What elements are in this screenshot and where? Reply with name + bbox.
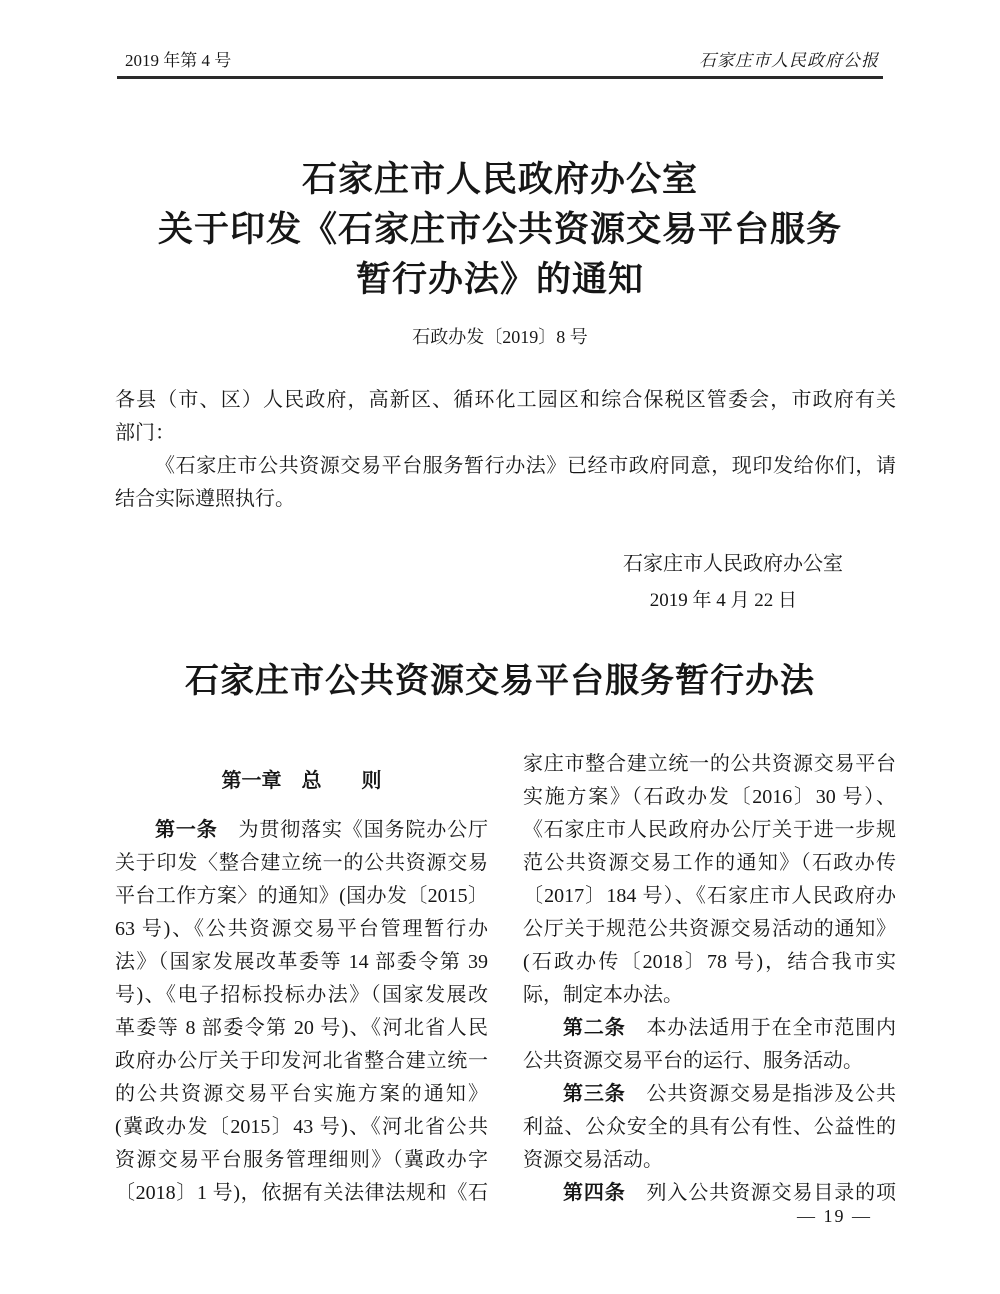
notice-body [115,384,896,516]
regulation-body [115,748,896,1210]
header-rule [117,76,883,79]
text-line: 革委等 8 部委令第 20 号)、《河北省人民 [115,1017,488,1039]
article-number: 第二条 [563,1017,626,1039]
text-line: 第二条 本办法适用于在全市范围内 [563,1017,896,1039]
regulation-left-column [115,748,488,1210]
text-line: 各县（市、区）人民政府，高新区、循环化工园区和综合保税区管委会，市政府有关 [115,389,896,411]
notice-title-line-1: 石家庄市人民政府办公室 [301,160,698,199]
page-number: — 19 — [797,1206,872,1226]
publication-name: 石家庄市人民政府公报 [699,51,879,70]
text-line: 政府办公厅关于印发河北省整合建立统一 [115,1050,488,1072]
text-line: 际，制定本办法。 [523,984,683,1006]
regulation-right-column [523,748,896,1210]
text-line: 第三条 公共资源交易是指涉及公共 [563,1083,896,1105]
text-line: 〔2018〕1 号)，依据有关法律法规和《石 [115,1182,488,1204]
article-number: 第一条 [155,819,218,841]
notice-title-line-3: 暂行办法》的通知 [355,260,644,299]
text-line: 号)、《电子招标投标办法》（国家发展改 [115,984,488,1006]
text-line: 法》（国家发展改革委等 14 部委令第 39 [115,951,488,973]
text-line: 的公共资源交易平台实施方案的通知》 [115,1083,488,1105]
text-line: 公共资源交易平台的运行、服务活动。 [523,1050,863,1072]
text-line: 部门： [115,422,175,444]
text-line: 第一条 为贯彻落实《国务院办公厅 [155,819,488,841]
text-line: 〔2017〕184 号）、《石家庄市人民政府办 [523,885,896,907]
text-line: 平台工作方案〉的通知》(国办发〔2015〕 [115,885,488,907]
article-number: 第三条 [563,1083,626,1105]
chapter-heading: 第一章 总 则 [221,770,382,792]
text-line: 资源交易活动。 [523,1149,663,1171]
doc-number: 石政办发〔2019〕8 号 [412,327,588,347]
regulation-title: 石家庄市公共资源交易平台服务暂行办法 [185,663,815,700]
notice-title [0,155,1000,305]
notice-title-line-2: 关于印发《石家庄市公共资源交易平台服务 [157,210,842,249]
issue-number: 2019 年第 4 号 [125,51,232,70]
text-line: 公厅关于规范公共资源交易活动的通知》 [523,918,896,940]
signature-date: 2019 年 4 月 22 日 [649,590,797,611]
text-line: 资源交易平台服务管理细则》（冀政办字 [115,1149,488,1171]
text-line: (冀政办发〔2015〕43 号)、《河北省公共 [115,1116,488,1138]
text-line: 第四条 列入公共资源交易目录的项 [563,1182,896,1204]
text-line: (石政办传〔2018〕78 号)，结合我市实 [523,951,896,973]
page-header [117,50,883,72]
text-line: 关于印发〈整合建立统一的公共资源交易 [115,852,488,874]
text-line: 家庄市整合建立统一的公共资源交易平台 [523,753,896,775]
article-number: 第四条 [563,1182,626,1204]
text-line: 实施方案》（石政办发〔2016〕30 号）、 [523,786,896,808]
text-line: 《石家庄市公共资源交易平台服务暂行办法》已经市政府同意，现印发给你们，请 [155,455,896,477]
text-line: 结合实际遵照执行。 [115,488,295,510]
text-line: 63 号)、《公共资源交易平台管理暂行办 [115,918,488,940]
text-line: 《石家庄市人民政府办公厅关于进一步规 [523,819,896,841]
signature-org: 石家庄市人民政府办公室 [623,553,843,575]
text-line: 范公共资源交易工作的通知》（石政办传 [523,852,896,874]
text-line: 利益、公众安全的具有公有性、公益性的 [523,1116,896,1138]
